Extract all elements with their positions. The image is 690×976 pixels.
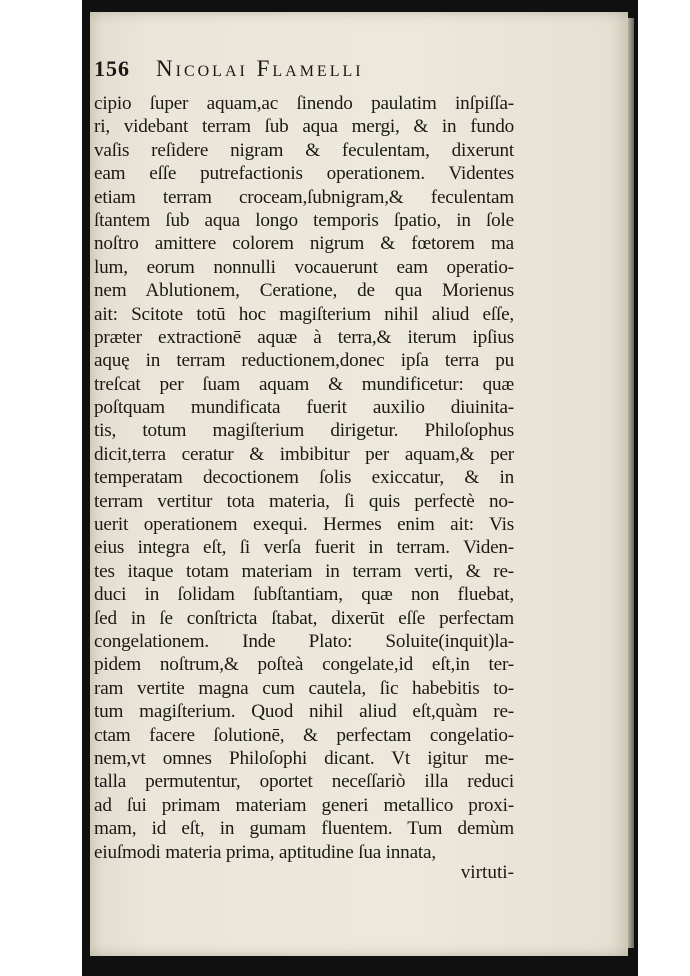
text-line: pidem noſtrum,& poſteà congelate,id eſt,in ter- — [94, 654, 514, 676]
catchword: virtuti- — [460, 862, 514, 883]
text-line: aquę in terram reductionem,donec ipſa terra pu — [94, 350, 514, 372]
text-line: congelationem. Inde Plato: Soluite(inquit)la- — [94, 630, 514, 652]
page-number: 156 — [94, 56, 130, 81]
text-line: vaſis reſidere nigram & feculentam, dixerunt — [94, 139, 514, 161]
text-line: terram vertitur tota materia, ſi quis perfectè no- — [94, 490, 514, 512]
text-line: ctam facere ſolutionē, & perfectam congelatio- — [94, 724, 514, 746]
text-line: dicit,terra ceratur & imbibitur per aquam,& per — [94, 443, 514, 465]
text-line: temperatam decoctionem ſolis exiccatur, & in — [94, 467, 514, 489]
text-line: talla permutentur, oportet neceſſariò illa reduci — [94, 771, 514, 793]
text-line: cipio ſuper aquam,ac ſinendo paulatim inſpiſſa- — [94, 93, 514, 114]
text-line: ri, videbant terram ſub aqua mergi, & in fundo — [94, 116, 514, 138]
text-line: nem Ablutionem, Ceratione, de qua Morienus — [94, 280, 514, 302]
left-margin — [0, 0, 82, 976]
text-line: poſtquam mundificata fuerit auxilio diuinita- — [94, 397, 514, 419]
text-line: tis, totum magiſterium dirigetur. Philoſophus — [94, 420, 514, 442]
text-line: nem,vt omnes Philoſophi dicant. Vt igitur me- — [94, 747, 514, 769]
running-head: Nicolai Flamelli — [156, 56, 364, 81]
text-line: eiuſmodi materia prima, aptitudine ſua innata, — [94, 841, 436, 863]
page-edge — [628, 18, 634, 948]
text-line: ſed in ſe conſtricta ſtabat, dixerūt eſſe perfectam — [94, 607, 514, 629]
text-line: præter extractionē aquæ à terra,& iterum ipſius — [94, 326, 514, 348]
text-line: eius integra eſt, ſi verſa fuerit in terram. Viden- — [94, 537, 514, 559]
text-line: ſtantem ſub aqua longo temporis ſpatio, in ſole — [94, 209, 514, 231]
text-line: noſtro amittere colorem nigrum & fœtorem ma — [94, 233, 514, 255]
text-line: treſcat per ſuam aquam & mundificetur: quæ — [94, 373, 514, 395]
right-margin — [638, 0, 690, 976]
text-line: tum magiſterium. Quod nihil aliud eſt,quàm re- — [94, 701, 514, 723]
text-line: ad ſui primam materiam generi metallico proxi- — [94, 794, 514, 816]
text-line: tes itaque totam materiam in terram verti, & re- — [94, 560, 514, 582]
text-line: ram vertite magna cum cautela, ſic habebitis to- — [94, 677, 514, 699]
text-line: eam eſſe putrefactionis operationem. Videntes — [94, 163, 514, 185]
page-header — [94, 56, 514, 92]
text-line: uerit operationem exequi. Hermes enim ait: Vis — [94, 514, 514, 536]
text-line: etiam terram croceam,ſubnigram,& feculentam — [94, 186, 514, 208]
text-line: lum, eorum nonnulli vocauerunt eam operatio- — [94, 256, 514, 278]
body-text — [94, 92, 514, 864]
text-line: mam, id eſt, in gumam fluentem. Tum demùm — [94, 818, 514, 840]
text-line: ait: Scitote totū hoc magiſterium nihil aliud eſſe, — [94, 303, 514, 325]
text-line: duci in ſolidam ſubſtantiam, quæ non fluebat, — [94, 584, 514, 606]
